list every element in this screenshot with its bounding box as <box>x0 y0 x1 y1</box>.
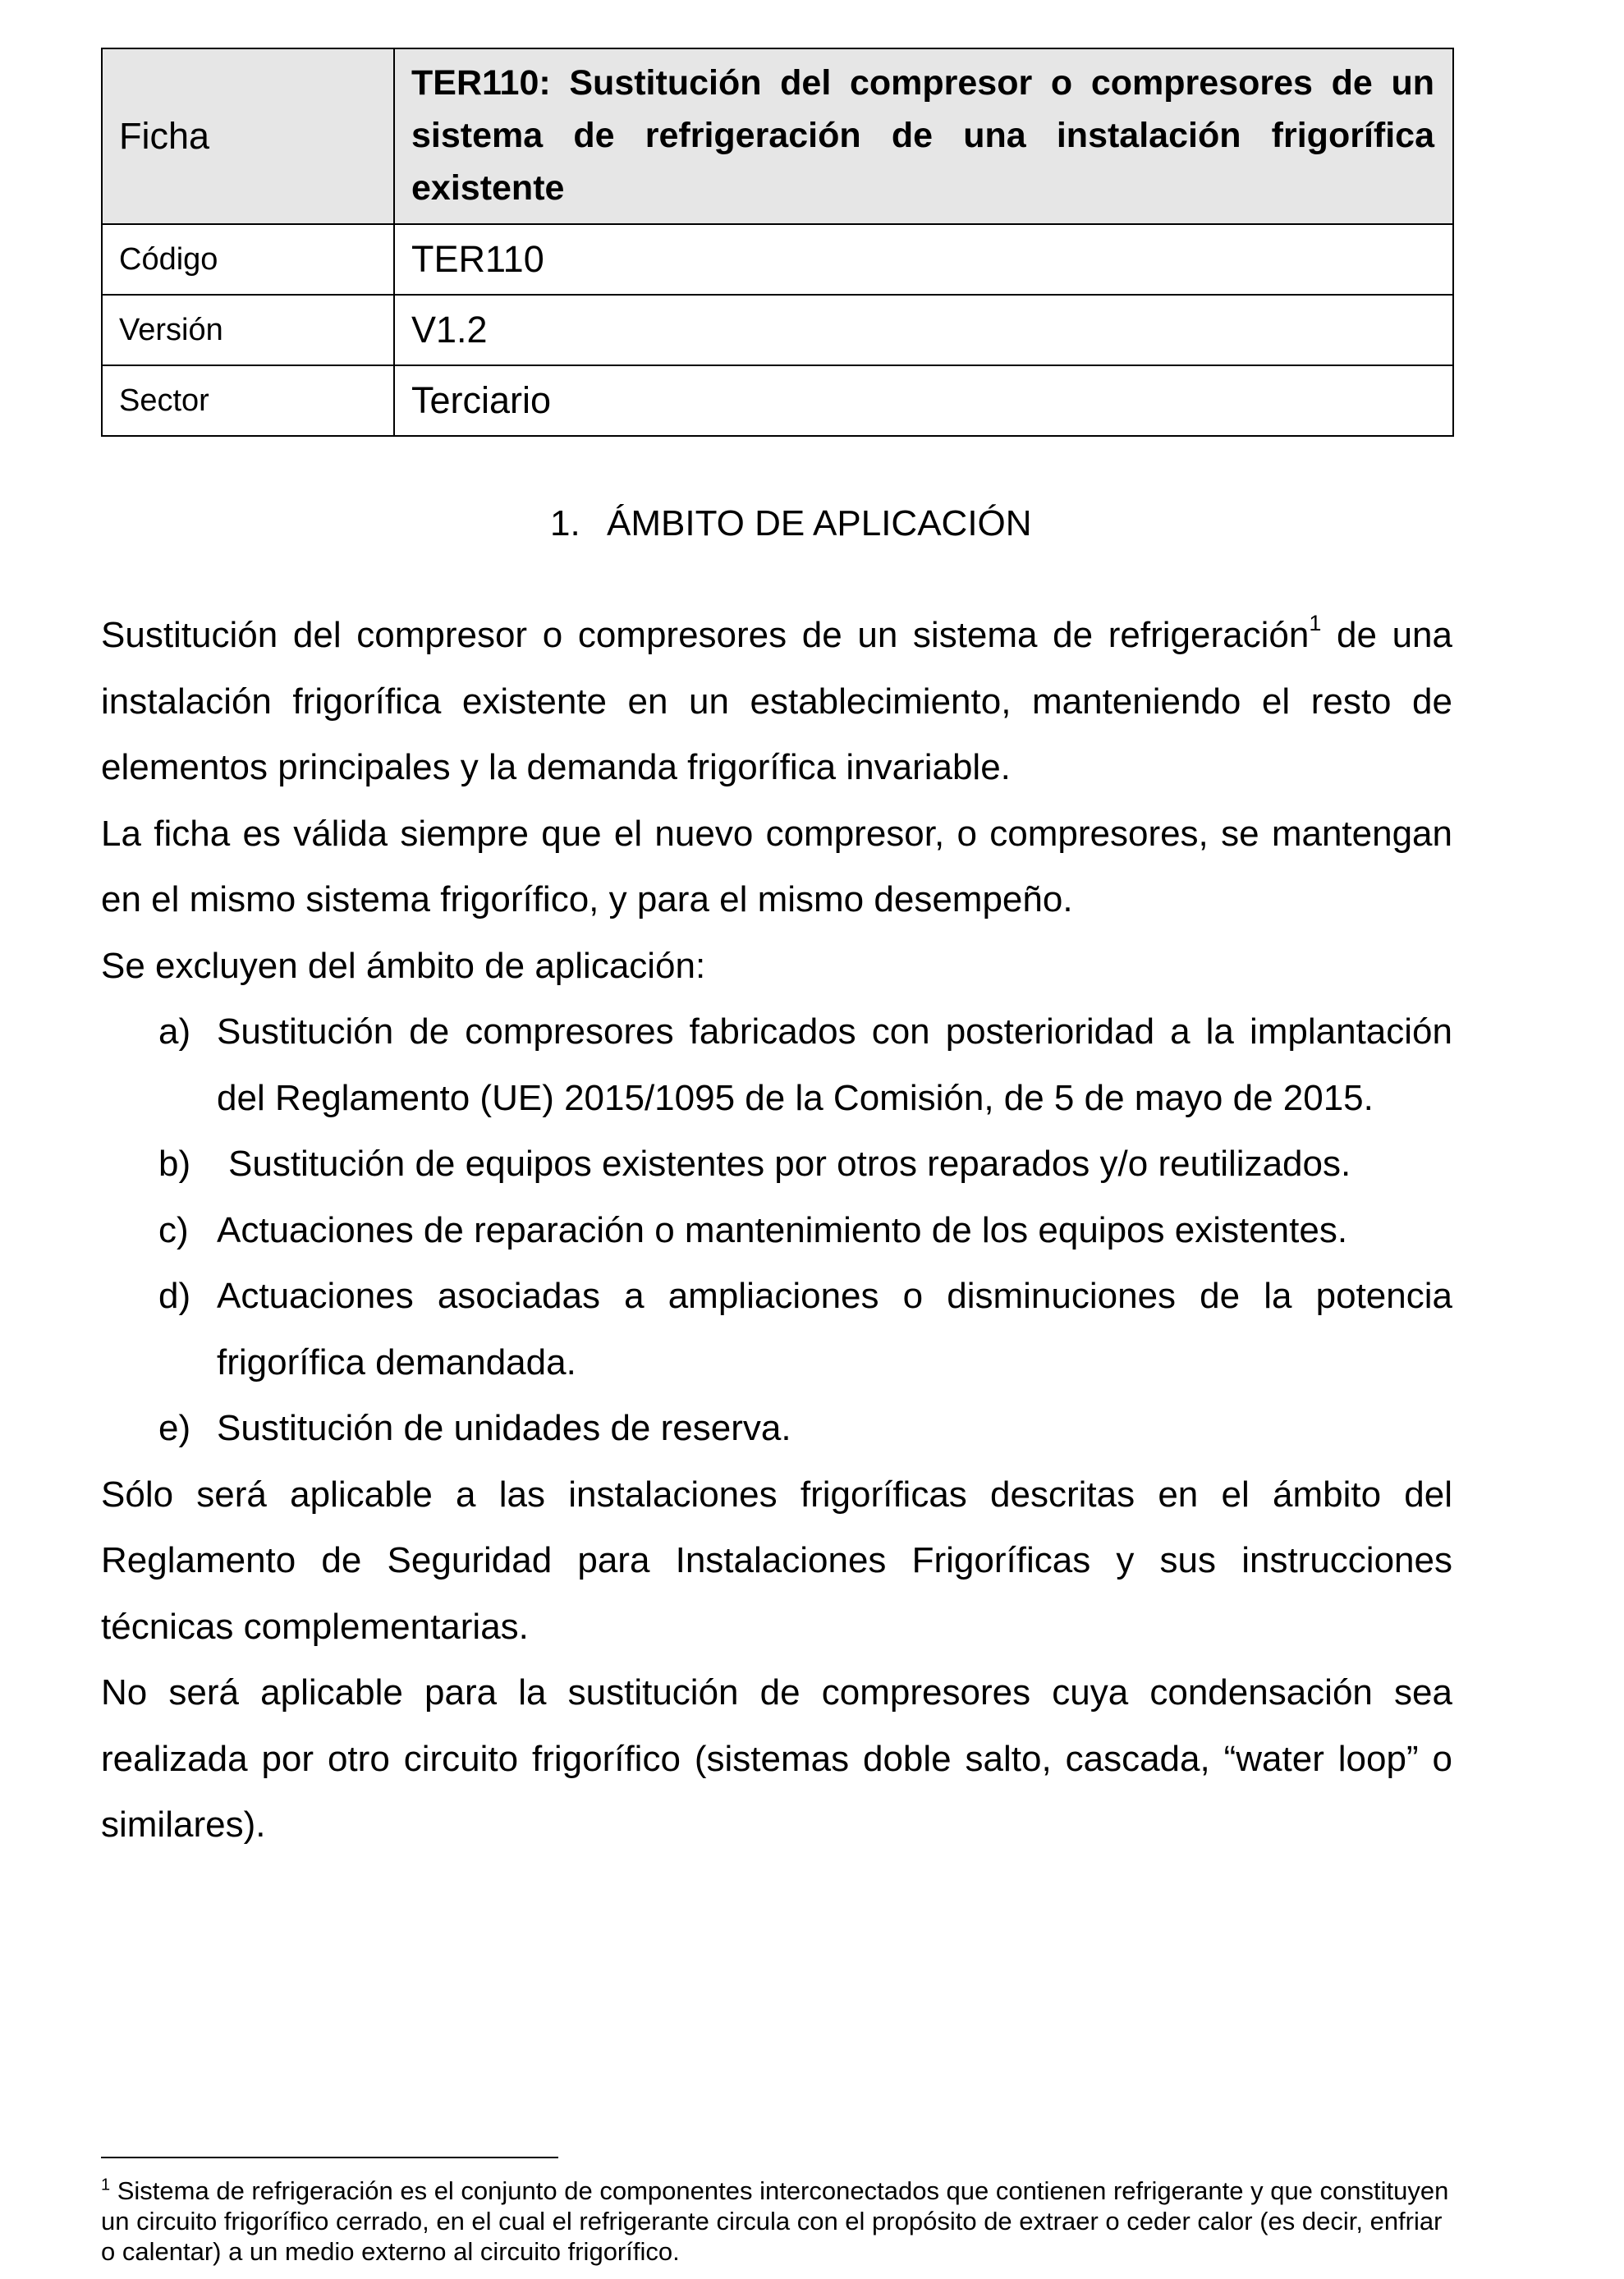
section-heading <box>550 503 1032 544</box>
paragraph-scope-start: Sustitución del compresor o compresores de un sistema de refrigeración <box>101 615 1310 655</box>
footnote-reference[interactable]: 1 <box>1309 611 1322 636</box>
list-item-text: Sustitución de compresores fabricados con posterioridad a la implantación del Reglamento (UE) 2015/1095 de la Comisión, de 5 de mayo de 2015. <box>217 1011 1452 1118</box>
exclusions-list <box>101 999 1452 1462</box>
ficha-label: Ficha <box>102 48 394 224</box>
list-item-text: Actuaciones asociadas a ampliaciones o disminuciones de la potencia frigorífica demandada. <box>217 1276 1452 1383</box>
table-header-row <box>102 48 1453 224</box>
codigo-label: Código <box>102 224 394 295</box>
codigo-value: TER110 <box>394 224 1453 295</box>
paragraph-validity: La ficha es válida siempre que el nuevo compresor, o compresores, se mantengan en el mismo sistema frigorífico, y para el mismo desempeño. <box>101 813 1452 919</box>
table-row-version <box>102 295 1453 365</box>
list-item-marker: a) <box>158 1011 191 1052</box>
list-item-marker: e) <box>158 1408 191 1448</box>
list-item-text: Sustitución de equipos existentes por otros reparados y/o reutilizados. <box>228 1144 1351 1184</box>
list-item <box>101 1263 1452 1396</box>
ficha-title: TER110: Sustitución del compresor o compresores de un sistema de refrigeración de una instalación frigorífica existente <box>394 48 1453 224</box>
list-item-text: Actuaciones de reparación o mantenimiento de los equipos existentes. <box>217 1209 1348 1250</box>
version-value: V1.2 <box>394 295 1453 365</box>
ficha-table <box>101 48 1454 437</box>
table-row-codigo <box>102 224 1453 295</box>
list-item <box>101 1131 1452 1198</box>
section-title: ÁMBITO DE APLICACIÓN <box>607 503 1032 543</box>
sector-label: Sector <box>102 365 394 436</box>
footnote <box>101 2176 1452 2267</box>
list-item-marker: c) <box>158 1209 189 1250</box>
list-item <box>101 999 1452 1131</box>
paragraph-scope-end: de una instalación frigorífica existente en un establecimiento, manteniendo el resto de elementos principales y la demanda frigorífica invariable. <box>101 615 1452 787</box>
section-number: 1. <box>550 503 580 543</box>
list-item-marker: b) <box>158 1144 191 1184</box>
footnote-mark: 1 <box>101 2176 111 2194</box>
footnote-separator <box>101 2157 558 2158</box>
version-label: Versión <box>102 295 394 365</box>
sector-value: Terciario <box>394 365 1453 436</box>
list-item <box>101 1198 1452 1264</box>
paragraph-exclusions-intro: Se excluyen del ámbito de aplicación: <box>101 945 706 986</box>
list-item-text: Sustitución de unidades de reserva. <box>217 1408 791 1448</box>
paragraph-applicability: Sólo será aplicable a las instalaciones frigoríficas descritas en el ámbito del Reglamento de Seguridad para Instalaciones Frigoríficas y sus instrucciones técnicas complementarias. <box>101 1474 1452 1647</box>
list-item <box>101 1396 1452 1462</box>
footnote-text: Sistema de refrigeración es el conjunto de componentes interconectados que contienen refrigerante y que constituyen un circuito frigorífico cerrado, en el cual el refrigerante circula con el propósito de extraer o ceder calor (es decir, enfriar o calentar) a un medio externo al circuito frigorífico. <box>101 2176 1449 2266</box>
paragraph-non-applicability: No será aplicable para la sustitución de compresores cuya condensación sea realizada por otro circuito frigorífico (sistemas doble salto, cascada, “water loop” o similares). <box>101 1672 1452 1845</box>
paragraph-scope <box>101 603 1452 801</box>
list-item-marker: d) <box>158 1276 191 1316</box>
table-row-sector <box>102 365 1453 436</box>
section-body <box>101 603 1452 1859</box>
